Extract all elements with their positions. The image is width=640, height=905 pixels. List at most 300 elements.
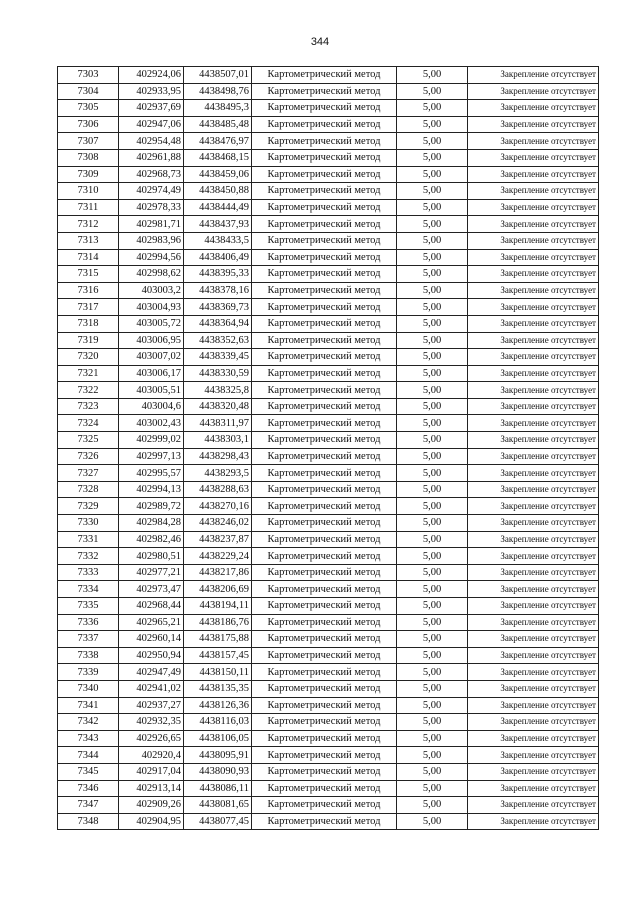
page-number: 344 [310,36,330,48]
error-cell: 5,00 [397,714,468,731]
y-coordinate-cell: 4438459,06 [184,166,252,183]
table-row [58,780,599,797]
y-coordinate-cell: 4438339,45 [184,349,252,366]
error-cell: 5,00 [397,266,468,283]
x-coordinate-cell: 402960,14 [119,631,184,648]
fixation-cell: Закрепление отсутствует [468,797,599,814]
x-coordinate-cell: 402904,95 [119,813,184,830]
table-row [58,797,599,814]
fixation-cell: Закрепление отсутствует [468,349,599,366]
x-coordinate-cell: 402989,72 [119,498,184,515]
fixation-cell: Закрепление отсутствует [468,216,599,233]
table-row [58,647,599,664]
y-coordinate-cell: 4438194,11 [184,598,252,615]
point-number-cell: 7338 [58,647,119,664]
table-row [58,133,599,150]
table-row [58,598,599,615]
method-cell: Картометрический метод [252,232,397,249]
method-cell: Картометрический метод [252,382,397,399]
table-row [58,249,599,266]
point-number-cell: 7331 [58,531,119,548]
method-cell: Картометрический метод [252,432,397,449]
method-cell: Картометрический метод [252,531,397,548]
method-cell: Картометрический метод [252,266,397,283]
error-cell: 5,00 [397,763,468,780]
fixation-cell: Закрепление отсутствует [468,581,599,598]
point-number-cell: 7335 [58,598,119,615]
y-coordinate-cell: 4438406,49 [184,249,252,266]
y-coordinate-cell: 4438433,5 [184,232,252,249]
x-coordinate-cell: 402937,27 [119,697,184,714]
error-cell: 5,00 [397,299,468,316]
method-cell: Картометрический метод [252,149,397,166]
y-coordinate-cell: 4438476,97 [184,133,252,150]
point-number-cell: 7330 [58,515,119,532]
table-row [58,564,599,581]
y-coordinate-cell: 4438507,01 [184,67,252,84]
error-cell: 5,00 [397,631,468,648]
y-coordinate-cell: 4438330,59 [184,365,252,382]
table-row [58,432,599,449]
x-coordinate-cell: 402994,56 [119,249,184,266]
error-cell: 5,00 [397,67,468,84]
x-coordinate-cell: 402977,21 [119,564,184,581]
error-cell: 5,00 [397,813,468,830]
table-row [58,515,599,532]
fixation-cell: Закрепление отсутствует [468,232,599,249]
error-cell: 5,00 [397,232,468,249]
x-coordinate-cell: 403005,72 [119,315,184,332]
x-coordinate-cell: 402999,02 [119,432,184,449]
error-cell: 5,00 [397,133,468,150]
method-cell: Картометрический метод [252,133,397,150]
table-row [58,199,599,216]
error-cell: 5,00 [397,382,468,399]
fixation-cell: Закрепление отсутствует [468,747,599,764]
point-number-cell: 7314 [58,249,119,266]
point-number-cell: 7347 [58,797,119,814]
table-row [58,299,599,316]
method-cell: Картометрический метод [252,448,397,465]
y-coordinate-cell: 4438293,5 [184,465,252,482]
error-cell: 5,00 [397,83,468,100]
point-number-cell: 7345 [58,763,119,780]
fixation-cell: Закрепление отсутствует [468,531,599,548]
point-number-cell: 7316 [58,282,119,299]
method-cell: Картометрический метод [252,315,397,332]
error-cell: 5,00 [397,349,468,366]
error-cell: 5,00 [397,797,468,814]
point-number-cell: 7317 [58,299,119,316]
method-cell: Картометрический метод [252,415,397,432]
error-cell: 5,00 [397,498,468,515]
fixation-cell: Закрепление отсутствует [468,498,599,515]
point-number-cell: 7303 [58,67,119,84]
error-cell: 5,00 [397,448,468,465]
error-cell: 5,00 [397,481,468,498]
x-coordinate-cell: 402997,13 [119,448,184,465]
method-cell: Картометрический метод [252,100,397,117]
fixation-cell: Закрепление отсутствует [468,714,599,731]
method-cell: Картометрический метод [252,332,397,349]
table-row [58,315,599,332]
point-number-cell: 7326 [58,448,119,465]
fixation-cell: Закрепление отсутствует [468,133,599,150]
x-coordinate-cell: 402947,49 [119,664,184,681]
point-number-cell: 7344 [58,747,119,764]
fixation-cell: Закрепление отсутствует [468,415,599,432]
x-coordinate-cell: 402982,46 [119,531,184,548]
table-row [58,149,599,166]
method-cell: Картометрический метод [252,714,397,731]
method-cell: Картометрический метод [252,581,397,598]
coordinates-table-body [58,67,599,830]
table-row [58,116,599,133]
table-row [58,365,599,382]
method-cell: Картометрический метод [252,398,397,415]
error-cell: 5,00 [397,614,468,631]
x-coordinate-cell: 402950,94 [119,647,184,664]
fixation-cell: Закрепление отсутствует [468,564,599,581]
method-cell: Картометрический метод [252,349,397,366]
point-number-cell: 7341 [58,697,119,714]
error-cell: 5,00 [397,249,468,266]
error-cell: 5,00 [397,149,468,166]
x-coordinate-cell: 402924,06 [119,67,184,84]
error-cell: 5,00 [397,515,468,532]
y-coordinate-cell: 4438325,8 [184,382,252,399]
point-number-cell: 7336 [58,614,119,631]
x-coordinate-cell: 402909,26 [119,797,184,814]
x-coordinate-cell: 402983,96 [119,232,184,249]
y-coordinate-cell: 4438450,88 [184,183,252,200]
table-row [58,548,599,565]
method-cell: Картометрический метод [252,631,397,648]
point-number-cell: 7310 [58,183,119,200]
error-cell: 5,00 [397,398,468,415]
error-cell: 5,00 [397,730,468,747]
point-number-cell: 7307 [58,133,119,150]
method-cell: Картометрический метод [252,166,397,183]
table-row [58,531,599,548]
method-cell: Картометрический метод [252,747,397,764]
x-coordinate-cell: 402981,71 [119,216,184,233]
table-row [58,581,599,598]
x-coordinate-cell: 403004,6 [119,398,184,415]
method-cell: Картометрический метод [252,365,397,382]
point-number-cell: 7321 [58,365,119,382]
table-row [58,730,599,747]
error-cell: 5,00 [397,531,468,548]
x-coordinate-cell: 402994,13 [119,481,184,498]
x-coordinate-cell: 403006,95 [119,332,184,349]
fixation-cell: Закрепление отсутствует [468,332,599,349]
fixation-cell: Закрепление отсутствует [468,166,599,183]
fixation-cell: Закрепление отсутствует [468,448,599,465]
error-cell: 5,00 [397,216,468,233]
table-row [58,332,599,349]
fixation-cell: Закрепление отсутствует [468,315,599,332]
x-coordinate-cell: 402998,62 [119,266,184,283]
point-number-cell: 7313 [58,232,119,249]
method-cell: Картометрический метод [252,730,397,747]
error-cell: 5,00 [397,680,468,697]
table-row [58,266,599,283]
x-coordinate-cell: 402937,69 [119,100,184,117]
x-coordinate-cell: 403005,51 [119,382,184,399]
point-number-cell: 7342 [58,714,119,731]
point-number-cell: 7329 [58,498,119,515]
y-coordinate-cell: 4438444,49 [184,199,252,216]
fixation-cell: Закрепление отсутствует [468,730,599,747]
fixation-cell: Закрепление отсутствует [468,67,599,84]
method-cell: Картометрический метод [252,564,397,581]
table-row [58,232,599,249]
y-coordinate-cell: 4438175,88 [184,631,252,648]
y-coordinate-cell: 4438229,24 [184,548,252,565]
point-number-cell: 7308 [58,149,119,166]
fixation-cell: Закрепление отсутствует [468,149,599,166]
fixation-cell: Закрепление отсутствует [468,382,599,399]
y-coordinate-cell: 4438126,36 [184,697,252,714]
table-row [58,763,599,780]
error-cell: 5,00 [397,598,468,615]
point-number-cell: 7318 [58,315,119,332]
fixation-cell: Закрепление отсутствует [468,398,599,415]
error-cell: 5,00 [397,199,468,216]
y-coordinate-cell: 4438437,93 [184,216,252,233]
point-number-cell: 7311 [58,199,119,216]
fixation-cell: Закрепление отсутствует [468,813,599,830]
x-coordinate-cell: 402913,14 [119,780,184,797]
fixation-cell: Закрепление отсутствует [468,481,599,498]
x-coordinate-cell: 402968,44 [119,598,184,615]
point-number-cell: 7343 [58,730,119,747]
table-row [58,448,599,465]
table-row [58,747,599,764]
y-coordinate-cell: 4438378,16 [184,282,252,299]
fixation-cell: Закрепление отсутствует [468,299,599,316]
error-cell: 5,00 [397,282,468,299]
x-coordinate-cell: 402920,4 [119,747,184,764]
error-cell: 5,00 [397,100,468,117]
method-cell: Картометрический метод [252,614,397,631]
y-coordinate-cell: 4438106,05 [184,730,252,747]
fixation-cell: Закрепление отсутствует [468,249,599,266]
fixation-cell: Закрепление отсутствует [468,614,599,631]
fixation-cell: Закрепление отсутствует [468,515,599,532]
table-row [58,398,599,415]
method-cell: Картометрический метод [252,83,397,100]
method-cell: Картометрический метод [252,598,397,615]
point-number-cell: 7305 [58,100,119,117]
table-row [58,166,599,183]
y-coordinate-cell: 4438495,3 [184,100,252,117]
table-row [58,714,599,731]
point-number-cell: 7332 [58,548,119,565]
error-cell: 5,00 [397,647,468,664]
point-number-cell: 7319 [58,332,119,349]
point-number-cell: 7340 [58,680,119,697]
y-coordinate-cell: 4438077,45 [184,813,252,830]
error-cell: 5,00 [397,166,468,183]
coordinates-table [57,66,599,830]
error-cell: 5,00 [397,365,468,382]
point-number-cell: 7309 [58,166,119,183]
table-row [58,614,599,631]
x-coordinate-cell: 402954,48 [119,133,184,150]
method-cell: Картометрический метод [252,647,397,664]
table-row [58,697,599,714]
x-coordinate-cell: 402973,47 [119,581,184,598]
point-number-cell: 7320 [58,349,119,366]
y-coordinate-cell: 4438485,48 [184,116,252,133]
point-number-cell: 7339 [58,664,119,681]
point-number-cell: 7346 [58,780,119,797]
method-cell: Картометрический метод [252,183,397,200]
method-cell: Картометрический метод [252,299,397,316]
y-coordinate-cell: 4438468,15 [184,149,252,166]
fixation-cell: Закрепление отсутствует [468,647,599,664]
fixation-cell: Закрепление отсутствует [468,365,599,382]
error-cell: 5,00 [397,465,468,482]
x-coordinate-cell: 402965,21 [119,614,184,631]
table-row [58,382,599,399]
error-cell: 5,00 [397,116,468,133]
method-cell: Картометрический метод [252,515,397,532]
table-row [58,481,599,498]
error-cell: 5,00 [397,780,468,797]
method-cell: Картометрический метод [252,282,397,299]
table-row [58,415,599,432]
method-cell: Картометрический метод [252,780,397,797]
point-number-cell: 7333 [58,564,119,581]
x-coordinate-cell: 402941,02 [119,680,184,697]
y-coordinate-cell: 4438116,03 [184,714,252,731]
y-coordinate-cell: 4438395,33 [184,266,252,283]
table-row [58,67,599,84]
y-coordinate-cell: 4438150,11 [184,664,252,681]
table-row [58,813,599,830]
method-cell: Картометрический метод [252,216,397,233]
y-coordinate-cell: 4438311,97 [184,415,252,432]
method-cell: Картометрический метод [252,116,397,133]
fixation-cell: Закрепление отсутствует [468,100,599,117]
method-cell: Картометрический метод [252,797,397,814]
y-coordinate-cell: 4438288,63 [184,481,252,498]
x-coordinate-cell: 402917,04 [119,763,184,780]
error-cell: 5,00 [397,315,468,332]
method-cell: Картометрический метод [252,498,397,515]
error-cell: 5,00 [397,548,468,565]
fixation-cell: Закрепление отсутствует [468,199,599,216]
x-coordinate-cell: 402932,35 [119,714,184,731]
y-coordinate-cell: 4438237,87 [184,531,252,548]
x-coordinate-cell: 402947,06 [119,116,184,133]
method-cell: Картометрический метод [252,763,397,780]
point-number-cell: 7324 [58,415,119,432]
y-coordinate-cell: 4438303,1 [184,432,252,449]
error-cell: 5,00 [397,183,468,200]
y-coordinate-cell: 4438369,73 [184,299,252,316]
method-cell: Картометрический метод [252,664,397,681]
error-cell: 5,00 [397,747,468,764]
fixation-cell: Закрепление отсутствует [468,432,599,449]
table-row [58,282,599,299]
fixation-cell: Закрепление отсутствует [468,763,599,780]
error-cell: 5,00 [397,564,468,581]
method-cell: Картометрический метод [252,67,397,84]
error-cell: 5,00 [397,332,468,349]
x-coordinate-cell: 402933,95 [119,83,184,100]
y-coordinate-cell: 4438364,94 [184,315,252,332]
method-cell: Картометрический метод [252,249,397,266]
fixation-cell: Закрепление отсутствует [468,282,599,299]
x-coordinate-cell: 402984,28 [119,515,184,532]
y-coordinate-cell: 4438090,93 [184,763,252,780]
x-coordinate-cell: 402995,57 [119,465,184,482]
table-row [58,100,599,117]
x-coordinate-cell: 402968,73 [119,166,184,183]
table-row [58,349,599,366]
fixation-cell: Закрепление отсутствует [468,83,599,100]
point-number-cell: 7322 [58,382,119,399]
method-cell: Картометрический метод [252,481,397,498]
y-coordinate-cell: 4438217,86 [184,564,252,581]
y-coordinate-cell: 4438186,76 [184,614,252,631]
method-cell: Картометрический метод [252,465,397,482]
table-row [58,183,599,200]
table-row [58,631,599,648]
method-cell: Картометрический метод [252,813,397,830]
fixation-cell: Закрепление отсутствует [468,183,599,200]
error-cell: 5,00 [397,664,468,681]
x-coordinate-cell: 403007,02 [119,349,184,366]
error-cell: 5,00 [397,432,468,449]
table-row [58,498,599,515]
fixation-cell: Закрепление отсутствует [468,631,599,648]
table-row [58,83,599,100]
y-coordinate-cell: 4438095,91 [184,747,252,764]
y-coordinate-cell: 4438270,16 [184,498,252,515]
fixation-cell: Закрепление отсутствует [468,664,599,681]
point-number-cell: 7312 [58,216,119,233]
method-cell: Картометрический метод [252,680,397,697]
table-row [58,465,599,482]
x-coordinate-cell: 403002,43 [119,415,184,432]
y-coordinate-cell: 4438352,63 [184,332,252,349]
y-coordinate-cell: 4438081,65 [184,797,252,814]
point-number-cell: 7325 [58,432,119,449]
point-number-cell: 7327 [58,465,119,482]
table-row [58,680,599,697]
x-coordinate-cell: 403003,2 [119,282,184,299]
point-number-cell: 7337 [58,631,119,648]
method-cell: Картометрический метод [252,697,397,714]
y-coordinate-cell: 4438246,02 [184,515,252,532]
x-coordinate-cell: 402980,51 [119,548,184,565]
y-coordinate-cell: 4438086,11 [184,780,252,797]
y-coordinate-cell: 4438320,48 [184,398,252,415]
point-number-cell: 7348 [58,813,119,830]
fixation-cell: Закрепление отсутствует [468,598,599,615]
error-cell: 5,00 [397,581,468,598]
table-row [58,664,599,681]
x-coordinate-cell: 402961,88 [119,149,184,166]
x-coordinate-cell: 402926,65 [119,730,184,747]
point-number-cell: 7306 [58,116,119,133]
fixation-cell: Закрепление отсутствует [468,266,599,283]
